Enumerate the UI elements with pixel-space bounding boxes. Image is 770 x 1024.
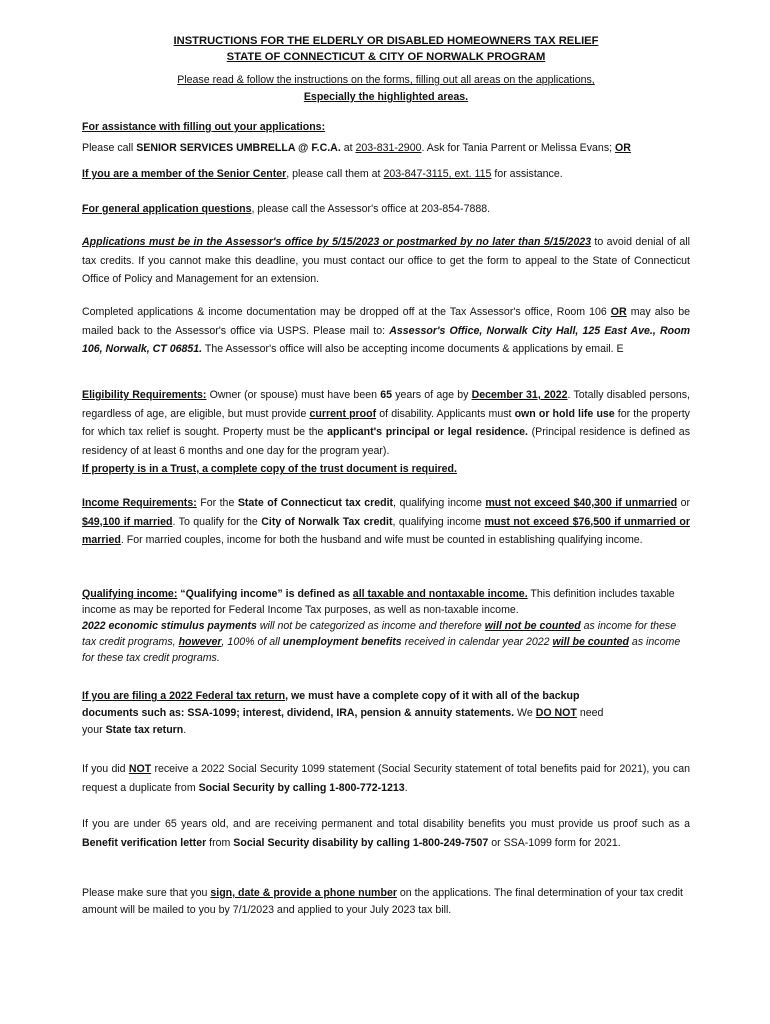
income-t5: , qualifying income xyxy=(392,515,485,528)
federal-return-section xyxy=(82,688,622,739)
federal-t4: . xyxy=(183,724,187,736)
eligibility-date: December 31, 2022 xyxy=(471,389,568,401)
closing-sign: sign, date & provide a phone number xyxy=(210,887,397,899)
ssa-t2: receive a 2022 Social Security 1099 statement (Social Security statement of total benefits paid for 2021), you can request a duplicate from xyxy=(82,763,691,794)
eligibility-t3: . Totally disabled persons, regardless of age, are eligible, but must provide xyxy=(82,389,691,420)
assistance-or: OR xyxy=(615,141,631,154)
disability-t2: from xyxy=(206,836,234,849)
income-t4: . To qualify for the xyxy=(172,515,262,528)
income-requirements-section xyxy=(82,494,690,550)
title-line-1: INSTRUCTIONS FOR THE ELDERLY OR DISABLED HOMEOWNERS TAX RELIEF xyxy=(173,35,599,47)
closing-t2: on the applications. The final determination of your tax credit amount will be mailed to you by 7/1/2023 and applied to your July 2023 tax bill. xyxy=(82,887,683,916)
income-limit-unmarried: must not exceed $40,300 if unmarried xyxy=(485,497,678,509)
qualifying-income-section xyxy=(82,586,690,666)
qualifying-not-counted: will not be counted xyxy=(484,620,581,632)
senior-center-section xyxy=(82,165,690,184)
income-label: Income Requirements: xyxy=(82,497,197,509)
assistance-heading: For assistance with filling out your applications: xyxy=(82,121,326,133)
senior-center-post: for assistance. xyxy=(491,168,563,180)
eligibility-t6: (Principal residence is defined as residency of at least 6 months and one day for the program year). xyxy=(82,426,690,457)
senior-center-mid: , please call them at xyxy=(286,168,384,180)
federal-t1: , we must have a complete copy of it with all of the backup documents such as: SSA-1099; interest, dividend, IRA, pension & annuity statements. xyxy=(82,690,580,719)
federal-lead: If you are filing a 2022 Federal tax return xyxy=(82,690,286,702)
deadline-emphasis: Applications must be in the Assessor's office by 5/15/2023 or postmarked by no later than 5/15/2023 xyxy=(82,236,591,248)
title-line-2: STATE OF CONNECTICUT & CITY OF NORWALK PROGRAM xyxy=(226,51,546,63)
qualifying-all: all taxable and nontaxable income. xyxy=(352,588,528,600)
senior-center-phone: 203-847-3115, ext. 115 xyxy=(383,168,492,180)
income-t6: . For married couples, income for both the husband and wife must be counted in establishing qualifying income. xyxy=(120,534,643,546)
eligibility-t2: years of age by xyxy=(392,389,472,401)
general-rest: , please call the Assessor's office at 203-854-7888. xyxy=(251,203,491,215)
dropoff-address: Assessor's Office, Norwalk City Hall, 125 East Ave., Room 106, Norwalk, CT 06851. xyxy=(82,324,690,355)
qualifying-unemployment: unemployment benefits xyxy=(282,636,402,648)
income-city: City of Norwalk Tax credit xyxy=(261,515,393,528)
assistance-pre: Please call xyxy=(82,141,137,154)
disability-t3: or SSA-1099 form for 2021. xyxy=(488,836,621,849)
federal-t2: We xyxy=(514,707,536,719)
disability-section xyxy=(82,815,690,852)
ssa-call: Social Security by calling 1-800-772-1213 xyxy=(198,781,405,794)
dropoff-or: OR xyxy=(610,306,627,318)
eligibility-trust: If property is in a Trust, a complete copy of the trust document is required. xyxy=(82,463,457,475)
general-questions-section xyxy=(82,200,690,219)
eligibility-t4: of disability. Applicants must xyxy=(376,407,515,420)
qualifying-t5: , 100% of all xyxy=(221,636,283,648)
federal-do-not: DO NOT xyxy=(535,707,577,719)
qualifying-however: however xyxy=(178,636,222,648)
eligibility-residence: applicant's principal or legal residence. xyxy=(327,426,528,438)
ssa-section xyxy=(82,760,690,797)
eligibility-t5: for the property for which tax relief is sought. Property must be the xyxy=(82,407,690,438)
eligibility-proof: current proof xyxy=(309,407,377,420)
income-t1: For the xyxy=(196,497,238,509)
ssa-not: NOT xyxy=(128,763,152,775)
disability-call: Social Security disability by calling 1-800-249-7507 xyxy=(233,836,489,849)
senior-center-member: If you are a member of the Senior Center xyxy=(82,168,287,180)
qualifying-t7: as income for these tax credit programs. xyxy=(82,636,681,664)
document-title xyxy=(82,33,690,65)
eligibility-label: Eligibility Requirements: xyxy=(82,389,207,401)
eligibility-t1: Owner (or spouse) must have been xyxy=(206,389,381,401)
dropoff-part1: Completed applications & income documentation may be dropped off at the Tax Assessor's office, Room 106 xyxy=(82,306,611,318)
deadline-section xyxy=(82,233,690,289)
disability-letter: Benefit verification letter xyxy=(82,836,207,849)
dropoff-section xyxy=(82,303,690,359)
disability-t1: If you are under 65 years old, and are receiving permanent and total disability benefits you must provide us proof such as a xyxy=(82,818,690,830)
eligibility-age: 65 xyxy=(380,389,392,401)
eligibility-section xyxy=(82,386,690,479)
deadline-rest: to avoid denial of all tax credits. If you cannot make this deadline, you must contact our office to get the form to appeal to the State of Connecticut Office of Policy and Management for an extension. xyxy=(82,236,690,285)
intro-line-2: Especially the highlighted areas. xyxy=(303,91,469,103)
income-state: State of Connecticut tax credit xyxy=(237,497,394,509)
income-limit-married: $49,100 if married xyxy=(82,515,173,528)
closing-t1: Please make sure that you xyxy=(82,887,211,899)
eligibility-own: own or hold life use xyxy=(514,407,615,420)
income-limit-city: must not exceed $76,500 if unmarried or married xyxy=(82,515,691,546)
intro-line-1: Please read & follow the instructions on the forms, filling out all areas on the applications, xyxy=(177,74,595,86)
closing-section xyxy=(82,885,690,919)
income-t2: , qualifying income xyxy=(393,497,486,509)
qualifying-will-be-counted: will be counted xyxy=(552,636,629,648)
assistance-at: at xyxy=(340,141,356,154)
intro xyxy=(82,72,690,106)
qualifying-t4: as income for these tax credit programs, xyxy=(82,620,677,648)
qualifying-label: Qualifying income: xyxy=(82,588,178,600)
assistance-ask: . Ask for Tania Parrent or Melissa Evans; xyxy=(421,141,616,154)
federal-t3: need your xyxy=(82,707,604,736)
assistance-section xyxy=(82,118,690,157)
dropoff-part2: may also be mailed back to the Assessor's office via USPS. Please mail to: xyxy=(82,306,691,337)
qualifying-t6: received in calendar year 2022 xyxy=(401,636,553,648)
qualifying-t2: This definition includes taxable income as may be reported for Federal Income Tax purposes, as well as non-taxable income. xyxy=(82,588,675,616)
qualifying-t1: “Qualifying income” is defined as xyxy=(177,588,353,600)
federal-state: State tax return xyxy=(105,724,184,736)
assistance-phone: 203-831-2900 xyxy=(355,141,422,154)
income-t3: or xyxy=(677,497,690,509)
dropoff-part3: The Assessor's office will also be accepting income documents & applications by email. E xyxy=(202,343,624,355)
ssa-t3: . xyxy=(404,781,408,794)
assistance-org: SENIOR SERVICES UMBRELLA @ F.C.A. xyxy=(136,141,341,154)
qualifying-t3: will not be categorized as income and therefore xyxy=(256,620,485,632)
qualifying-stimulus: 2022 economic stimulus payments xyxy=(82,620,257,632)
ssa-t1: If you did xyxy=(82,763,129,775)
general-heading: For general application questions xyxy=(82,203,252,215)
